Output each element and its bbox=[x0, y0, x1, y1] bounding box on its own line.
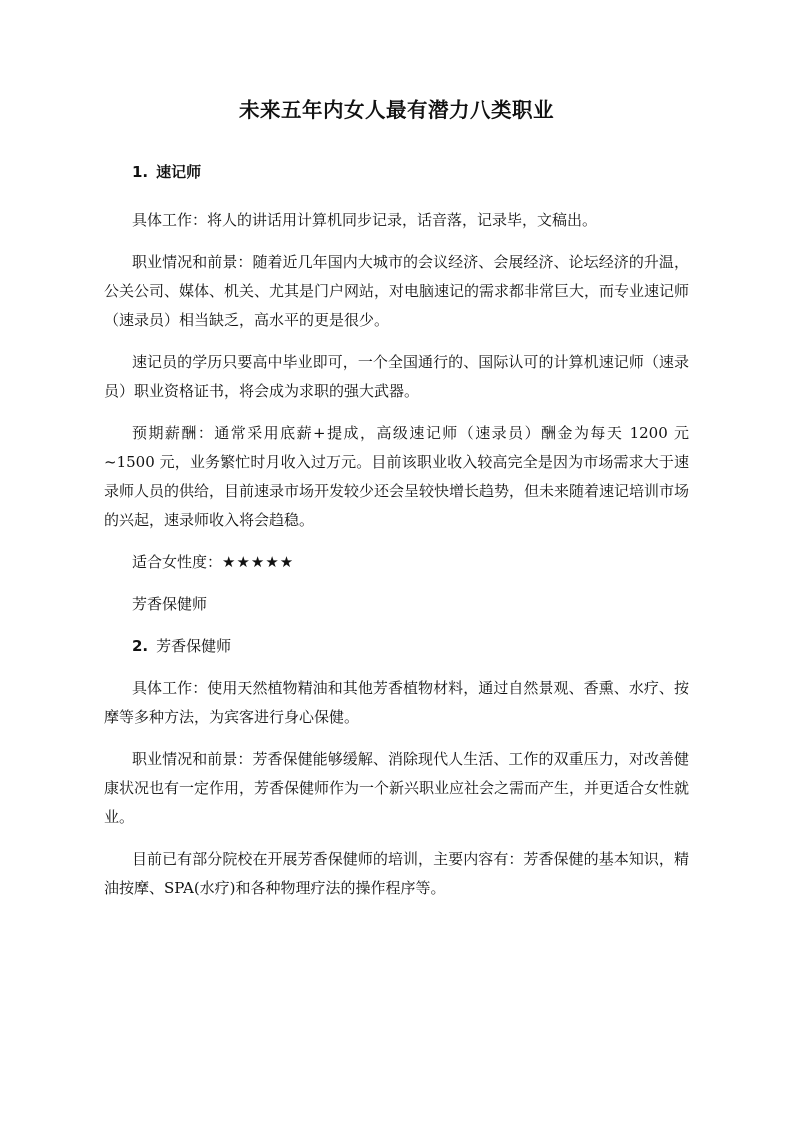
section-title-2: 芳香保健师 bbox=[156, 637, 232, 655]
s1-paragraph-education: 速记员的学历只要高中毕业即可，一个全国通行的、国际认可的计算机速记师（速录员）职业资格证书，将会成为求职的强大武器。 bbox=[104, 353, 689, 400]
suitability-label: 适合女性度： bbox=[132, 553, 223, 571]
section-number-1: 1. bbox=[132, 163, 149, 181]
s1-paragraph-prospects: 职业情况和前景：随着近几年国内大城市的会议经济、会展经济、论坛经济的升温，公关公司、媒体、机关、尤其是门户网站，对电脑速记的需求都非常巨大，而专业速记师（速录员）相当缺乏，高水平的更是很少。 bbox=[104, 253, 690, 329]
s1-paragraph-salary: 预期薪酬：通常采用底薪+提成，高级速记师（速录员）酬金为每天 1200 元~1500 元，业务繁忙时月收入过万元。目前该职业收入较高完全是因为市场需求大于速录师人员的供给，目前速录市场开发较少还会呈较快增长趋势，但未来随着速记培训市场的兴起，速录师收入将会趋稳。 bbox=[104, 424, 690, 529]
s1-suitability-rating bbox=[104, 548, 689, 577]
s2-paragraph-prospects: 职业情况和前景：芳香保健能够缓解、消除现代人生活、工作的双重压力，对改善健康状况也有一定作用，芳香保健师作为一个新兴职业应社会之需而产生，并更适合女性就业。 bbox=[104, 750, 690, 826]
section-heading-1 bbox=[104, 158, 689, 187]
section-number-2: 2. bbox=[132, 637, 149, 655]
section-heading-2 bbox=[104, 632, 689, 661]
s2-paragraph-training: 目前已有部分院校在开展芳香保健师的培训，主要内容有：芳香保健的基本知识，精油按摩、SPA(水疗)和各种物理疗法的操作程序等。 bbox=[104, 850, 689, 897]
s1-paragraph-work: 具体工作：将人的讲话用计算机同步记录，话音落，记录毕，文稿出。 bbox=[132, 211, 598, 229]
s1-trailing-note: 芳香保健师 bbox=[132, 595, 208, 613]
star-rating: ★★★★★ bbox=[222, 553, 295, 571]
page-title: 未来五年内女人最有潜力八类职业 bbox=[239, 98, 554, 122]
s2-paragraph-work: 具体工作：使用天然植物精油和其他芳香植物材料，通过自然景观、香熏、水疗、按摩等多种方法，为宾客进行身心保健。 bbox=[104, 679, 689, 726]
section-title-1: 速记师 bbox=[156, 163, 202, 181]
